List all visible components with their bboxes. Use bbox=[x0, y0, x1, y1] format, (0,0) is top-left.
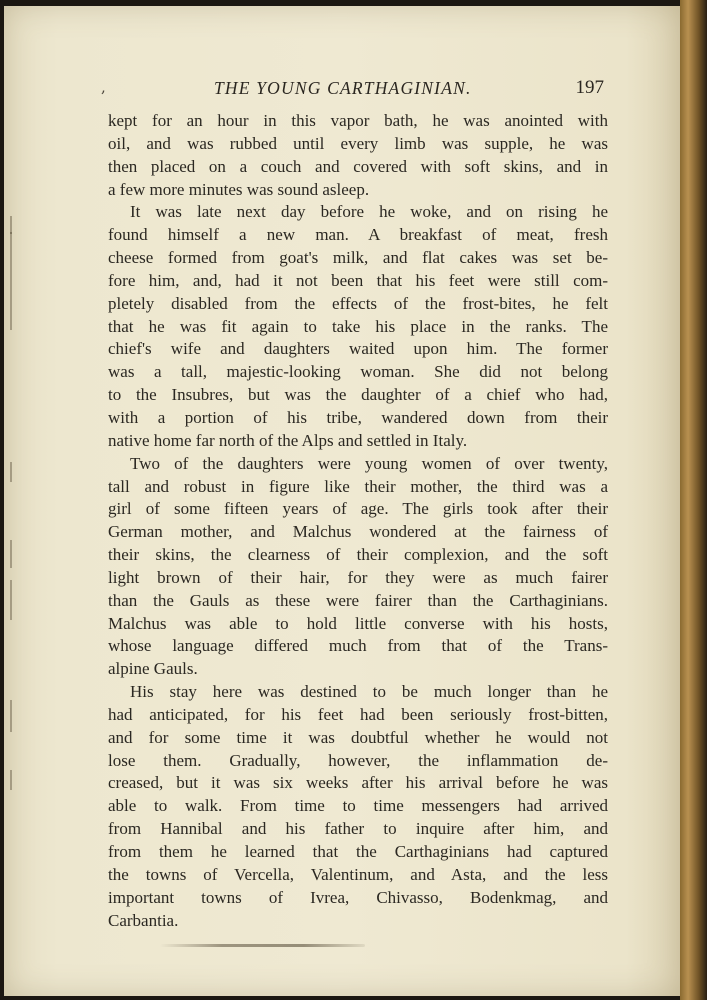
text-line: creased, but it was six weeks after his arrival before he was bbox=[108, 773, 608, 793]
text-line: chief's wife and daughters waited upon him. The former bbox=[108, 339, 608, 359]
text-line: fore him, and, had it not been that his feet were still com- bbox=[108, 270, 608, 290]
text-line: than the Gauls as these were fairer than the Carthaginians. bbox=[108, 590, 608, 610]
text-line: kept for an hour in this vapor bath, he was anointed with bbox=[108, 111, 608, 130]
paragraph bbox=[108, 110, 608, 201]
text-line: from Hannibal and his father to inquire after him, and bbox=[108, 819, 608, 839]
text-line: important towns of Ivrea, Chivasso, Bodenkmag, and bbox=[108, 887, 608, 907]
running-title: THE YOUNG CARTHAGINIAN. bbox=[214, 78, 472, 98]
footer-rule bbox=[160, 944, 365, 947]
paragraph bbox=[108, 201, 608, 452]
text-line: Two of the daughters were young women of over twenty, bbox=[130, 453, 608, 473]
book-page-edge bbox=[680, 0, 707, 1000]
text-line: had anticipated, for his feet had been seriously frost-bitten, bbox=[108, 704, 608, 724]
text-line: able to walk. From time to time messengers had arrived bbox=[108, 796, 608, 816]
text-line: their skins, the clearness of their complexion, and the soft bbox=[108, 545, 608, 565]
text-line: found himself a new man. A breakfast of meat, fresh bbox=[108, 225, 608, 245]
text-line: German mother, and Malchus wondered at the fairness of bbox=[108, 522, 608, 542]
page-number: 197 bbox=[575, 77, 604, 98]
text-line: Carbantia. bbox=[108, 910, 179, 930]
text-line: to the Insubres, but was the daughter of a chief who had, bbox=[108, 385, 608, 405]
text-line: native home far north of the Alps and settled in Italy. bbox=[108, 430, 468, 450]
text-line: alpine Gauls. bbox=[108, 659, 198, 679]
text-line: a few more minutes was sound asleep. bbox=[108, 179, 370, 199]
text-line: oil, and was rubbed until every limb was supple, he was bbox=[108, 133, 608, 153]
text-line: whose language differed much from that of the Trans- bbox=[108, 636, 608, 656]
text-line: the towns of Vercella, Valentinum, and Asta, and the less bbox=[108, 864, 608, 884]
text-line: from them he learned that the Carthaginians had captured bbox=[108, 842, 608, 861]
paragraph bbox=[108, 681, 608, 932]
header-mark: , bbox=[101, 78, 106, 96]
text-line: and for some time it was doubtful whether he would not bbox=[108, 727, 608, 747]
text-line: His stay here was destined to be much longer than he bbox=[130, 682, 608, 702]
paragraph bbox=[108, 453, 608, 681]
text-line: It was late next day before he woke, and on rising he bbox=[130, 202, 608, 222]
text-line: Malchus was able to hold little converse with his hosts, bbox=[108, 613, 608, 633]
text-line: cheese formed from goat's milk, and flat cakes was set be- bbox=[108, 248, 608, 268]
text-line: that he was fit again to take his place in the ranks. The bbox=[108, 316, 608, 336]
text-line: was a tall, majestic-looking woman. She did not belong bbox=[108, 362, 608, 382]
page-header bbox=[96, 74, 608, 104]
text-line: light brown of their hair, for they were as much fairer bbox=[108, 567, 608, 587]
body-text bbox=[108, 110, 608, 932]
text-line: tall and robust in figure like their mother, the third was a bbox=[108, 476, 608, 496]
text-line: lose them. Gradually, however, the inflammation de- bbox=[108, 750, 608, 770]
text-line: with a portion of his tribe, wandered down from their bbox=[108, 407, 608, 427]
text-line: pletely disabled from the effects of the frost-bites, he felt bbox=[108, 293, 608, 313]
text-line: then placed on a couch and covered with soft skins, and in bbox=[108, 156, 608, 176]
text-line: girl of some fifteen years of age. The girls took after their bbox=[108, 499, 608, 519]
